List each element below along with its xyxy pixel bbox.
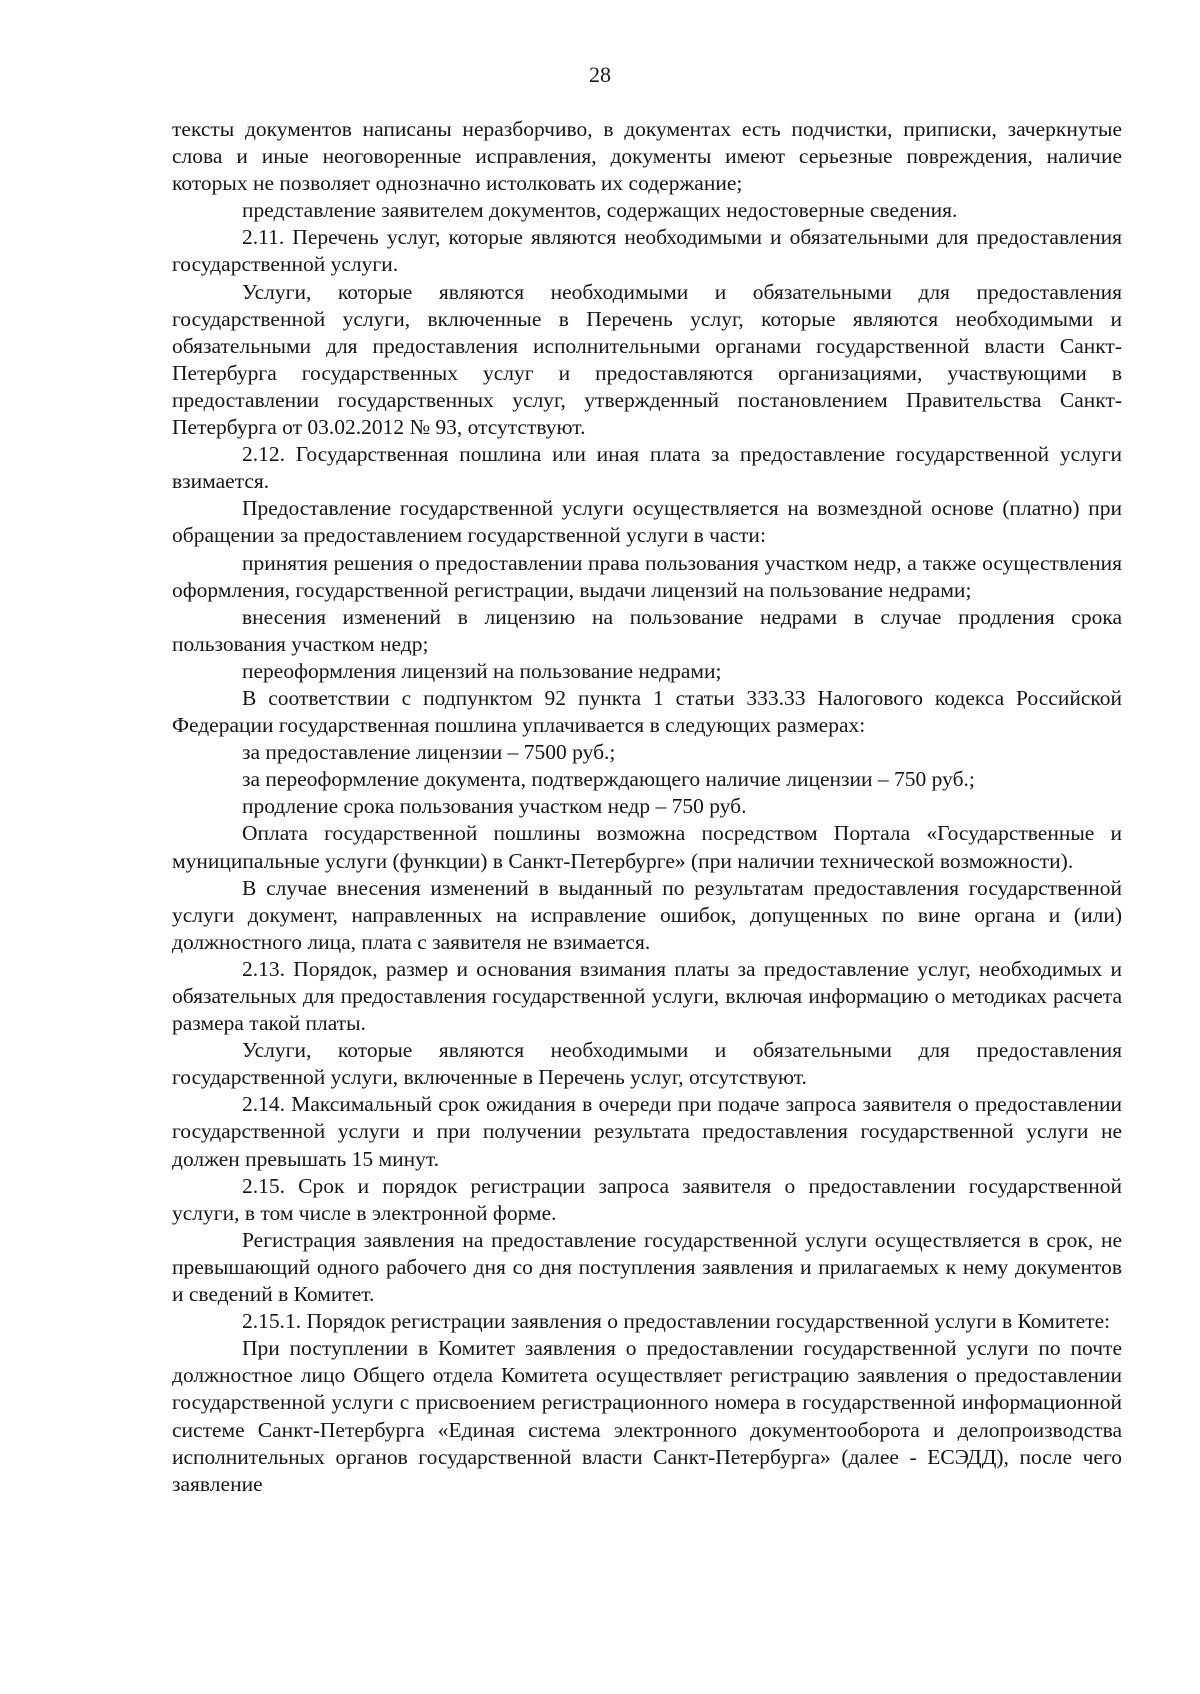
paragraph: тексты документов написаны неразборчиво, в документах есть подчистки, приписки, зачеркнутые слова и иные неоговоренные исправления, документы имеют серьезные повреждения, наличие которых не позволяет однозначно истолковать их содержание;	[172, 117, 1122, 196]
paragraph: за переоформление документа, подтверждающего наличие лицензии – 750 руб.;	[242, 767, 975, 792]
paragraph: Услуги, которые являются необходимыми и обязательными для предоставления государственной услуги, включенные в Перечень услуг, отсутствуют.	[172, 1038, 1122, 1090]
paragraph: 2.11. Перечень услуг, которые являются необходимыми и обязательными для предоставления государственной услуги.	[172, 225, 1122, 277]
paragraph: 2.14. Максимальный срок ожидания в очереди при подаче запроса заявителя о предоставлении государственной услуги и при получении результата предоставления государственной услуги не должен превышать 15 минут.	[172, 1092, 1122, 1171]
paragraph: Предоставление государственной услуги осуществляется на возмездной основе (платно) при обращении за предоставлением государственной услуги в части:	[172, 496, 1122, 548]
paragraph: переоформления лицензий на пользование недрами;	[242, 658, 722, 683]
paragraph: 2.13. Порядок, размер и основания взимания платы за предоставление услуг, необходимых и обязательных для предоставления государственной услуги, включая информацию о методиках расчета размера такой платы.	[172, 956, 1122, 1036]
paragraph: 2.15.1. Порядок регистрации заявления о предоставлении государственной услуги в Комитете:	[242, 1309, 1111, 1334]
document-body	[172, 116, 1122, 1498]
paragraph: 2.15. Срок и порядок регистрации запроса заявителя о предоставлении государственной услуги, в том числе в электронной форме.	[172, 1173, 1122, 1225]
paragraph: продление срока пользования участком недр – 750 руб.	[242, 794, 747, 819]
page-number: 28	[589, 62, 611, 87]
paragraph: В соответствии с подпунктом 92 пункта 1 статьи 333.33 Налогового кодекса Российской Федерации государственная пошлина уплачивается в следующих размерах:	[172, 685, 1122, 738]
paragraph: 2.12. Государственная пошлина или иная плата за предоставление государственной услуги взимается.	[172, 442, 1122, 494]
paragraph: внесения изменений в лицензию на пользование недрами в случае продления срока пользования участком недр;	[172, 604, 1122, 656]
paragraph: Услуги, которые являются необходимыми и обязательными для предоставления государственной услуги, включенные в Перечень услуг, которые являются необходимыми и обязательными для предоставления исполнительными органами государственной власти Санкт-Петербурга государственных услуг и предоставляются организациями, участвующими в предоставлении государственных услуг, утвержденный постановлением Правительства Санкт-Петербурга от 03.02.2012 № 93, отсутствуют.	[172, 279, 1122, 440]
paragraph: представление заявителем документов, содержащих недостоверные сведения.	[242, 198, 958, 223]
paragraph: Оплата государственной пошлины возможна посредством Портала «Государственные и муниципальные услуги (функции) в Санкт-Петербурге» (при наличии технической возможности).	[172, 821, 1122, 873]
paragraph: Регистрация заявления на предоставление государственной услуги осуществляется в срок, не превышающий одного рабочего дня со дня поступления заявления и прилагаемых к нему документов и сведений в Комитет.	[172, 1227, 1122, 1307]
paragraph: принятия решения о предоставлении права пользования участком недр, а также осуществления оформления, государственной регистрации, выдачи лицензий на пользование недрами;	[172, 550, 1122, 602]
paragraph: В случае внесения изменений в выданный по результатам предоставления государственной услуги документ, направленных на исправление ошибок, допущенных по вине органа и (или) должностного лица, плата с заявителя не взимается.	[172, 875, 1122, 954]
paragraph: за предоставление лицензии – 7500 руб.;	[242, 740, 616, 765]
paragraph: При поступлении в Комитет заявления о предоставлении государственной услуги по почте должностное лицо Общего отдела Комитета осуществляет регистрацию заявления о предоставлении государственной услуги с присвоением регистрационного номера в государственной информационной системе Санкт-Петербурга «Единая система электронного документооборота и делопроизводства исполнительных органов государственной власти Санкт-Петербурга» (далее - ЕСЭДД), после чего заявление	[172, 1336, 1122, 1496]
